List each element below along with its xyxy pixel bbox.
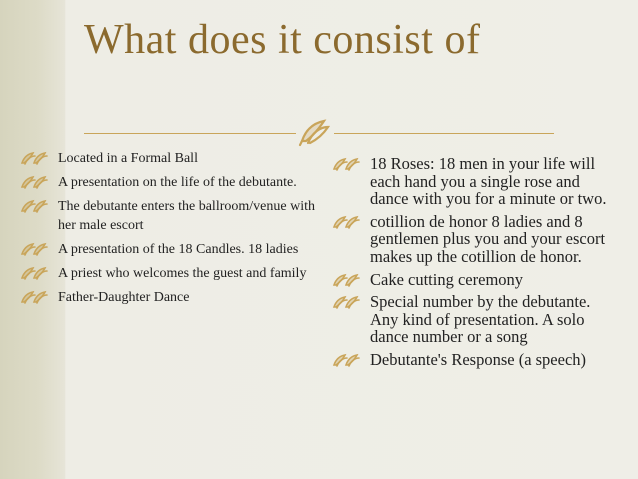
double-leaf-bullet-icon xyxy=(20,242,48,256)
double-leaf-bullet-icon xyxy=(20,199,48,213)
list-item xyxy=(332,271,612,289)
list-item xyxy=(332,293,612,346)
list-item-text: A priest who welcomes the guest and family xyxy=(58,266,307,281)
title-divider-right xyxy=(334,133,554,134)
list-item-text: Located in a Formal Ball xyxy=(58,151,198,166)
list-item-text: A presentation of the 18 Candles. 18 ladies xyxy=(58,242,299,257)
ornament-flourish-icon xyxy=(298,117,332,147)
double-leaf-bullet-icon xyxy=(20,290,48,304)
double-leaf-bullet-icon xyxy=(20,266,48,280)
list-item xyxy=(20,173,320,192)
list-item-text: 18 Roses: 18 men in your life will each hand you a single rose and dance with you for a minute or two. xyxy=(370,154,607,209)
double-leaf-bullet-icon xyxy=(332,295,360,309)
list-item xyxy=(20,149,320,168)
list-item-text: cotillion de honor 8 ladies and 8 gentlemen plus you and your escort makes up the cotillion de honor. xyxy=(370,211,606,266)
list-item xyxy=(20,197,320,235)
list-item xyxy=(332,155,612,208)
list-item-text: Cake cutting ceremony xyxy=(370,269,524,289)
title-divider-left xyxy=(84,133,296,134)
list-item-text: Father-Daughter Dance xyxy=(58,290,190,305)
list-item-text: Special number by the debutante. Any kind of presentation. A solo dance number or a song xyxy=(370,292,591,347)
list-item xyxy=(20,288,320,307)
list-item-text: A presentation on the life of the debutante. xyxy=(58,175,297,190)
list-item xyxy=(332,213,612,266)
list-item xyxy=(20,264,320,283)
slide-title: What does it consist of xyxy=(84,17,481,63)
double-leaf-bullet-icon xyxy=(332,157,360,171)
left-bullet-list xyxy=(20,149,320,312)
list-item xyxy=(20,240,320,259)
list-item xyxy=(332,351,612,369)
double-leaf-bullet-icon xyxy=(332,273,360,287)
list-item-text: Debutante's Response (a speech) xyxy=(370,349,587,369)
double-leaf-bullet-icon xyxy=(20,151,48,165)
right-bullet-list xyxy=(332,155,612,374)
double-leaf-bullet-icon xyxy=(332,215,360,229)
double-leaf-bullet-icon xyxy=(332,353,360,367)
double-leaf-bullet-icon xyxy=(20,175,48,189)
list-item-text: The debutante enters the ballroom/venue with her male escort xyxy=(58,199,315,233)
